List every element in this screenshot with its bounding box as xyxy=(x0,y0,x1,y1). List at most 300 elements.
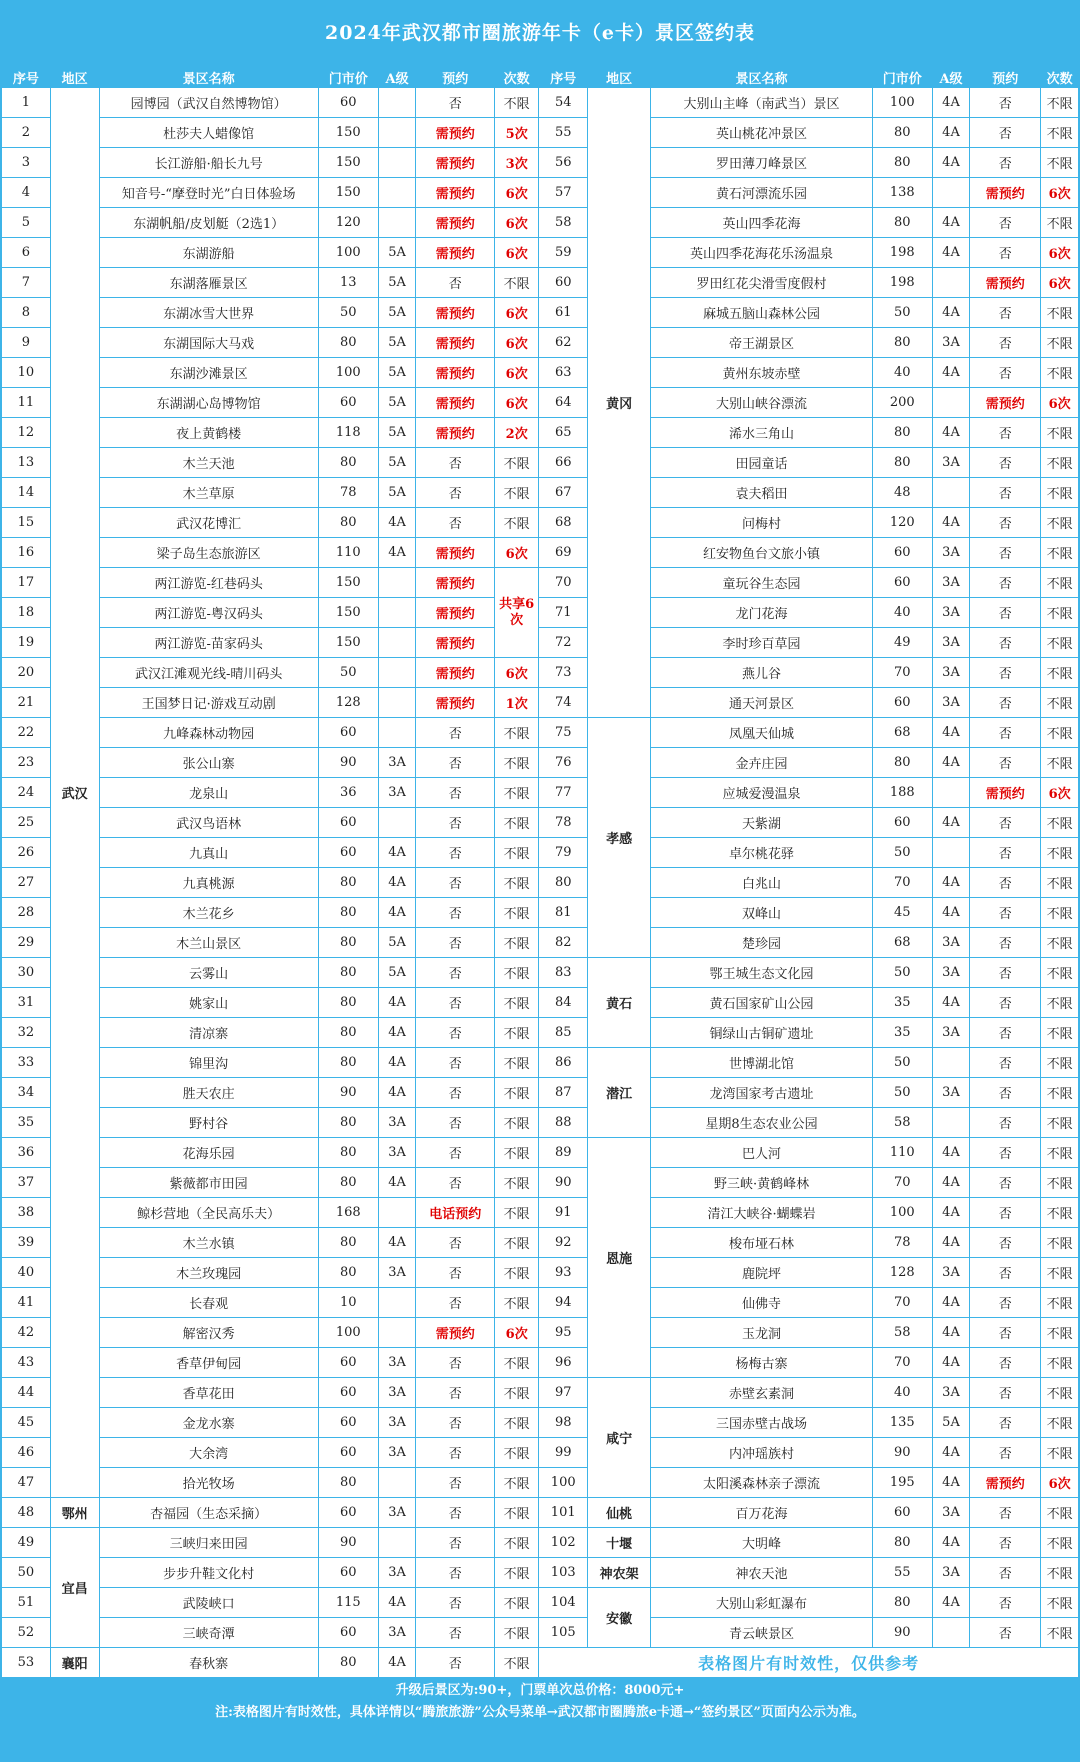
cell-name: 木兰天池 xyxy=(99,448,318,478)
cell-number: 86 xyxy=(539,1048,588,1078)
cell-number: 67 xyxy=(539,478,588,508)
cell-booking: 否 xyxy=(416,448,495,478)
cell-price: 60 xyxy=(318,808,378,838)
cell-number: 101 xyxy=(539,1498,588,1528)
table-row xyxy=(2,1438,1079,1468)
cell-level: 4A xyxy=(932,1138,970,1168)
cell-booking: 否 xyxy=(416,928,495,958)
cell-level: 3A xyxy=(378,1408,416,1438)
cell-booking: 否 xyxy=(970,1498,1041,1528)
cell-price: 100 xyxy=(318,238,378,268)
cell-name: 黄石国家矿山公园 xyxy=(651,988,873,1018)
cell-number: 98 xyxy=(539,1408,588,1438)
cell-booking: 需预约 xyxy=(416,238,495,268)
cell-price: 80 xyxy=(318,508,378,538)
cell-times: 不限 xyxy=(495,988,539,1018)
cell-number: 47 xyxy=(2,1468,51,1498)
cell-level: 3A xyxy=(932,928,970,958)
cell-times: 6次 xyxy=(495,298,539,328)
cell-booking: 需预约 xyxy=(416,1318,495,1348)
cell-price: 150 xyxy=(318,178,378,208)
cell-price: 135 xyxy=(872,1408,932,1438)
cell-price: 48 xyxy=(872,478,932,508)
cell-times: 6次 xyxy=(495,1318,539,1348)
cell-level: 4A xyxy=(378,1168,416,1198)
cell-name: 大别山主峰（南武当）景区 xyxy=(651,88,873,118)
table-row xyxy=(2,868,1079,898)
cell-times: 6次 xyxy=(1041,1468,1079,1498)
cell-level: 3A xyxy=(932,658,970,688)
cell-times: 不限 xyxy=(495,808,539,838)
cell-price: 58 xyxy=(872,1108,932,1138)
cell-level xyxy=(378,598,416,628)
cell-price: 80 xyxy=(318,448,378,478)
cell-times: 不限 xyxy=(1041,208,1079,238)
cell-level: 4A xyxy=(378,1048,416,1078)
table-row xyxy=(2,298,1079,328)
cell-booking: 否 xyxy=(970,448,1041,478)
cell-level: 4A xyxy=(932,898,970,928)
table-row xyxy=(2,658,1079,688)
cell-price: 90 xyxy=(872,1438,932,1468)
cell-times: 共享6次 xyxy=(495,568,539,658)
table-row xyxy=(2,1468,1079,1498)
cell-booking: 否 xyxy=(970,1348,1041,1378)
cell-price: 80 xyxy=(872,328,932,358)
cell-times: 不限 xyxy=(1041,478,1079,508)
cell-booking: 否 xyxy=(416,1648,495,1678)
cell-name: 木兰草原 xyxy=(99,478,318,508)
cell-number: 30 xyxy=(2,958,51,988)
cell-price: 80 xyxy=(318,1108,378,1138)
cell-name: 两江游览-苗家码头 xyxy=(99,628,318,658)
cell-price: 168 xyxy=(318,1198,378,1228)
cell-name: 两江游览-粤汉码头 xyxy=(99,598,318,628)
cell-times: 6次 xyxy=(495,358,539,388)
cell-price: 10 xyxy=(318,1288,378,1318)
cell-booking: 否 xyxy=(416,1108,495,1138)
cell-times: 6次 xyxy=(1041,388,1079,418)
cell-number: 57 xyxy=(539,178,588,208)
cell-booking: 否 xyxy=(970,838,1041,868)
cell-name: 龙门花海 xyxy=(651,598,873,628)
cell-level: 4A xyxy=(378,1078,416,1108)
cell-times: 不限 xyxy=(1041,838,1079,868)
cell-level: 3A xyxy=(932,598,970,628)
cell-name: 王国梦日记·游戏互动剧 xyxy=(99,688,318,718)
cell-times: 不限 xyxy=(1041,808,1079,838)
cell-times: 不限 xyxy=(1041,508,1079,538)
cell-times: 不限 xyxy=(1041,898,1079,928)
cell-name: 白兆山 xyxy=(651,868,873,898)
cell-name: 东湖冰雪大世界 xyxy=(99,298,318,328)
cell-booking: 否 xyxy=(970,1258,1041,1288)
cell-level: 3A xyxy=(932,1078,970,1108)
cell-booking: 否 xyxy=(970,1408,1041,1438)
cell-level xyxy=(378,568,416,598)
cell-price: 90 xyxy=(318,1528,378,1558)
cell-booking: 否 xyxy=(970,1168,1041,1198)
cell-name: 鲸杉营地（全民高乐夫） xyxy=(99,1198,318,1228)
header-col-times: 次数 xyxy=(1041,67,1079,88)
cell-times: 不限 xyxy=(1041,1288,1079,1318)
cell-number: 5 xyxy=(2,208,51,238)
table-row xyxy=(2,88,1079,118)
cell-booking: 否 xyxy=(416,1588,495,1618)
cell-number: 73 xyxy=(539,658,588,688)
cell-times: 不限 xyxy=(1041,418,1079,448)
cell-booking: 需预约 xyxy=(970,778,1041,808)
cell-booking: 否 xyxy=(970,988,1041,1018)
cell-level: 3A xyxy=(378,1138,416,1168)
cell-times: 不限 xyxy=(1041,1198,1079,1228)
cell-level: 3A xyxy=(932,448,970,478)
cell-number: 80 xyxy=(539,868,588,898)
cell-booking: 否 xyxy=(970,1318,1041,1348)
cell-times: 不限 xyxy=(1041,448,1079,478)
cell-level: 4A xyxy=(932,88,970,118)
cell-price: 60 xyxy=(318,718,378,748)
cell-booking: 否 xyxy=(416,1288,495,1318)
cell-name: 武汉江滩观光线-晴川码头 xyxy=(99,658,318,688)
cell-number: 59 xyxy=(539,238,588,268)
cell-level: 5A xyxy=(378,448,416,478)
cell-region: 武汉 xyxy=(50,88,99,1498)
cell-region: 安徽 xyxy=(588,1588,651,1648)
cell-booking: 否 xyxy=(416,778,495,808)
cell-name: 青云峡景区 xyxy=(651,1618,873,1648)
cell-booking: 否 xyxy=(970,718,1041,748)
cell-number: 18 xyxy=(2,598,51,628)
cell-level: 4A xyxy=(932,358,970,388)
table-row xyxy=(2,898,1079,928)
cell-times: 6次 xyxy=(1041,178,1079,208)
cell-times: 6次 xyxy=(1041,778,1079,808)
cell-price: 70 xyxy=(872,1348,932,1378)
cell-number: 66 xyxy=(539,448,588,478)
cell-price: 45 xyxy=(872,898,932,928)
header-col-name: 景区名称 xyxy=(651,67,873,88)
footer-disclaimer: 注:表格图片有时效性，具体详情以“腾旅旅游”公众号菜单→武汉都市圈腾旅e卡通→“签约景区”页面内公示为准。 xyxy=(215,1705,865,1720)
cell-number: 104 xyxy=(539,1588,588,1618)
cell-number: 64 xyxy=(539,388,588,418)
cell-booking: 否 xyxy=(970,1078,1041,1108)
cell-number: 50 xyxy=(2,1558,51,1588)
cell-price: 110 xyxy=(318,538,378,568)
cell-level xyxy=(932,1618,970,1648)
cell-number: 37 xyxy=(2,1168,51,1198)
cell-booking: 否 xyxy=(416,1258,495,1288)
cell-level: 4A xyxy=(932,508,970,538)
cell-number: 32 xyxy=(2,1018,51,1048)
table-row xyxy=(2,718,1079,748)
cell-times: 不限 xyxy=(1041,988,1079,1018)
cell-booking: 否 xyxy=(970,328,1041,358)
cell-name: 梁子岛生态旅游区 xyxy=(99,538,318,568)
cell-name: 神农天池 xyxy=(651,1558,873,1588)
cell-price: 78 xyxy=(872,1228,932,1258)
table-row xyxy=(2,1648,1079,1678)
cell-name: 三峡奇潭 xyxy=(99,1618,318,1648)
cell-number: 6 xyxy=(2,238,51,268)
cell-number: 91 xyxy=(539,1198,588,1228)
cell-name: 凤凰天仙城 xyxy=(651,718,873,748)
cell-price: 40 xyxy=(872,598,932,628)
cell-booking: 否 xyxy=(416,88,495,118)
cell-times: 不限 xyxy=(495,1348,539,1378)
cell-name: 罗田红花尖滑雪度假村 xyxy=(651,268,873,298)
cell-level: 3A xyxy=(932,688,970,718)
cell-name: 大别山彩虹瀑布 xyxy=(651,1588,873,1618)
cell-level: 5A xyxy=(378,328,416,358)
cell-number: 58 xyxy=(539,208,588,238)
cell-price: 120 xyxy=(318,208,378,238)
cell-level: 4A xyxy=(932,208,970,238)
page-title: 2024年武汉都市圈旅游年卡（e卡）景区签约表 xyxy=(325,22,755,44)
cell-price: 60 xyxy=(318,88,378,118)
cell-times: 不限 xyxy=(495,1078,539,1108)
cell-booking: 否 xyxy=(970,358,1041,388)
cell-booking: 否 xyxy=(970,808,1041,838)
cell-booking: 否 xyxy=(416,1078,495,1108)
cell-price: 80 xyxy=(318,1138,378,1168)
cell-number: 78 xyxy=(539,808,588,838)
cell-level: 3A xyxy=(378,1108,416,1138)
cell-times: 不限 xyxy=(1041,298,1079,328)
cell-level xyxy=(932,478,970,508)
cell-booking: 否 xyxy=(970,898,1041,928)
cell-number: 25 xyxy=(2,808,51,838)
table-row xyxy=(2,1108,1079,1138)
cell-number: 2 xyxy=(2,118,51,148)
cell-number: 83 xyxy=(539,958,588,988)
cell-number: 11 xyxy=(2,388,51,418)
cell-booking: 需预约 xyxy=(416,598,495,628)
cell-level: 4A xyxy=(932,418,970,448)
cell-booking: 否 xyxy=(970,1528,1041,1558)
cell-number: 92 xyxy=(539,1228,588,1258)
cell-level xyxy=(378,688,416,718)
cell-times: 不限 xyxy=(495,1228,539,1258)
cell-name: 武汉鸟语林 xyxy=(99,808,318,838)
cell-booking: 否 xyxy=(970,1378,1041,1408)
cell-name: 铜绿山古铜矿遗址 xyxy=(651,1018,873,1048)
cell-level xyxy=(378,1468,416,1498)
cell-level: 4A xyxy=(932,1198,970,1228)
cell-name: 龙泉山 xyxy=(99,778,318,808)
cell-name: 仙佛寺 xyxy=(651,1288,873,1318)
cell-price: 80 xyxy=(318,898,378,928)
cell-level: 3A xyxy=(932,1498,970,1528)
cell-level: 5A xyxy=(378,928,416,958)
notice-text: 表格图片有时效性，仅供参考 xyxy=(539,1648,1079,1678)
cell-booking: 否 xyxy=(416,508,495,538)
cell-times: 6次 xyxy=(495,208,539,238)
cell-price: 80 xyxy=(318,958,378,988)
cell-booking: 否 xyxy=(970,1558,1041,1588)
cell-booking: 否 xyxy=(416,1498,495,1528)
cell-booking: 否 xyxy=(416,1348,495,1378)
cell-times: 不限 xyxy=(495,778,539,808)
cell-times: 不限 xyxy=(495,1438,539,1468)
cell-level: 4A xyxy=(378,868,416,898)
header-col-booking: 预约 xyxy=(416,67,495,88)
cell-number: 38 xyxy=(2,1198,51,1228)
cell-number: 8 xyxy=(2,298,51,328)
cell-level: 4A xyxy=(932,748,970,778)
cell-level: 4A xyxy=(932,1318,970,1348)
cell-price: 118 xyxy=(318,418,378,448)
table-row xyxy=(2,988,1079,1018)
cell-booking: 否 xyxy=(970,88,1041,118)
cell-times: 不限 xyxy=(1041,358,1079,388)
table-row xyxy=(2,118,1079,148)
cell-name: 大明峰 xyxy=(651,1528,873,1558)
cell-times: 不限 xyxy=(1041,1348,1079,1378)
cell-times: 不限 xyxy=(495,448,539,478)
cell-level: 4A xyxy=(378,1018,416,1048)
cell-booking: 电话预约 xyxy=(416,1198,495,1228)
cell-number: 60 xyxy=(539,268,588,298)
cell-price: 80 xyxy=(318,328,378,358)
cell-price: 60 xyxy=(318,1618,378,1648)
cell-booking: 否 xyxy=(970,658,1041,688)
cell-booking: 否 xyxy=(970,238,1041,268)
cell-name: 浠水三角山 xyxy=(651,418,873,448)
header-col-number: 序号 xyxy=(2,67,51,88)
cell-number: 1 xyxy=(2,88,51,118)
cell-name: 香草伊甸园 xyxy=(99,1348,318,1378)
cell-number: 14 xyxy=(2,478,51,508)
table-row xyxy=(2,1498,1079,1528)
cell-level xyxy=(932,838,970,868)
cell-price: 80 xyxy=(872,448,932,478)
cell-number: 7 xyxy=(2,268,51,298)
cell-price: 60 xyxy=(318,1408,378,1438)
header-col-name: 景区名称 xyxy=(99,67,318,88)
cell-name: 步步升鞋文化村 xyxy=(99,1558,318,1588)
cell-times: 不限 xyxy=(495,898,539,928)
cell-times: 不限 xyxy=(1041,958,1079,988)
cell-price: 40 xyxy=(872,1378,932,1408)
cell-booking: 需预约 xyxy=(416,568,495,598)
cell-level: 3A xyxy=(378,1348,416,1378)
cell-times: 不限 xyxy=(1041,88,1079,118)
cell-price: 80 xyxy=(318,1018,378,1048)
cell-price: 35 xyxy=(872,1018,932,1048)
header-col-price: 门市价 xyxy=(872,67,932,88)
cell-price: 60 xyxy=(872,538,932,568)
cell-times: 不限 xyxy=(1041,1108,1079,1138)
cell-name: 百万花海 xyxy=(651,1498,873,1528)
cell-times: 不限 xyxy=(1041,868,1079,898)
header-col-times: 次数 xyxy=(495,67,539,88)
cell-name: 三峡归来田园 xyxy=(99,1528,318,1558)
cell-number: 26 xyxy=(2,838,51,868)
table-row xyxy=(2,178,1079,208)
cell-times: 不限 xyxy=(495,1618,539,1648)
cell-price: 60 xyxy=(318,1348,378,1378)
cell-price: 60 xyxy=(318,1558,378,1588)
cell-times: 不限 xyxy=(495,88,539,118)
cell-times: 不限 xyxy=(1041,1228,1079,1258)
cell-name: 英山四季花海花乐汤温泉 xyxy=(651,238,873,268)
cell-times: 1次 xyxy=(495,688,539,718)
cell-level: 4A xyxy=(932,808,970,838)
cell-name: 野村谷 xyxy=(99,1108,318,1138)
cell-name: 杏福园（生态采摘） xyxy=(99,1498,318,1528)
cell-name: 燕儿谷 xyxy=(651,658,873,688)
cell-level: 4A xyxy=(378,838,416,868)
cell-booking: 否 xyxy=(970,1288,1041,1318)
table-row xyxy=(2,748,1079,778)
cell-price: 80 xyxy=(872,418,932,448)
cell-level: 4A xyxy=(378,508,416,538)
cell-times: 不限 xyxy=(495,1588,539,1618)
cell-number: 94 xyxy=(539,1288,588,1318)
cell-booking: 否 xyxy=(970,478,1041,508)
cell-times: 不限 xyxy=(495,718,539,748)
cell-booking: 否 xyxy=(416,958,495,988)
table-row xyxy=(2,598,1079,628)
cell-price: 195 xyxy=(872,1468,932,1498)
cell-number: 31 xyxy=(2,988,51,1018)
cell-name: 花海乐园 xyxy=(99,1138,318,1168)
cell-price: 80 xyxy=(318,1648,378,1678)
cell-booking: 否 xyxy=(416,1528,495,1558)
cell-price: 138 xyxy=(872,178,932,208)
cell-region: 恩施 xyxy=(588,1138,651,1378)
cell-times: 不限 xyxy=(1041,1258,1079,1288)
cell-price: 198 xyxy=(872,238,932,268)
cell-price: 150 xyxy=(318,148,378,178)
cell-level xyxy=(378,1528,416,1558)
cell-price: 36 xyxy=(318,778,378,808)
table-row xyxy=(2,1318,1079,1348)
cell-level: 4A xyxy=(932,1528,970,1558)
cell-times: 不限 xyxy=(1041,1048,1079,1078)
cell-price: 80 xyxy=(318,928,378,958)
cell-name: 杨梅古寨 xyxy=(651,1348,873,1378)
cell-name: 张公山寨 xyxy=(99,748,318,778)
cell-number: 35 xyxy=(2,1108,51,1138)
cell-level: 4A xyxy=(932,868,970,898)
cell-name: 长江游船·船长九号 xyxy=(99,148,318,178)
cell-booking: 需预约 xyxy=(416,358,495,388)
cell-level xyxy=(378,178,416,208)
cell-name: 问梅村 xyxy=(651,508,873,538)
cell-times: 不限 xyxy=(495,838,539,868)
cell-times: 不限 xyxy=(495,1138,539,1168)
cell-number: 46 xyxy=(2,1438,51,1468)
cell-level: 3A xyxy=(378,748,416,778)
cell-price: 70 xyxy=(872,1168,932,1198)
cell-name: 袁夫稻田 xyxy=(651,478,873,508)
cell-times: 不限 xyxy=(1041,118,1079,148)
cell-level xyxy=(378,1288,416,1318)
cell-price: 80 xyxy=(872,1588,932,1618)
cell-name: 鹿院坪 xyxy=(651,1258,873,1288)
cell-price: 128 xyxy=(872,1258,932,1288)
cell-price: 80 xyxy=(872,118,932,148)
cell-region: 潜江 xyxy=(588,1048,651,1138)
cell-level: 4A xyxy=(932,988,970,1018)
cell-level: 5A xyxy=(378,238,416,268)
cell-number: 71 xyxy=(539,598,588,628)
table-row xyxy=(2,838,1079,868)
cell-price: 198 xyxy=(872,268,932,298)
cell-price: 80 xyxy=(318,868,378,898)
